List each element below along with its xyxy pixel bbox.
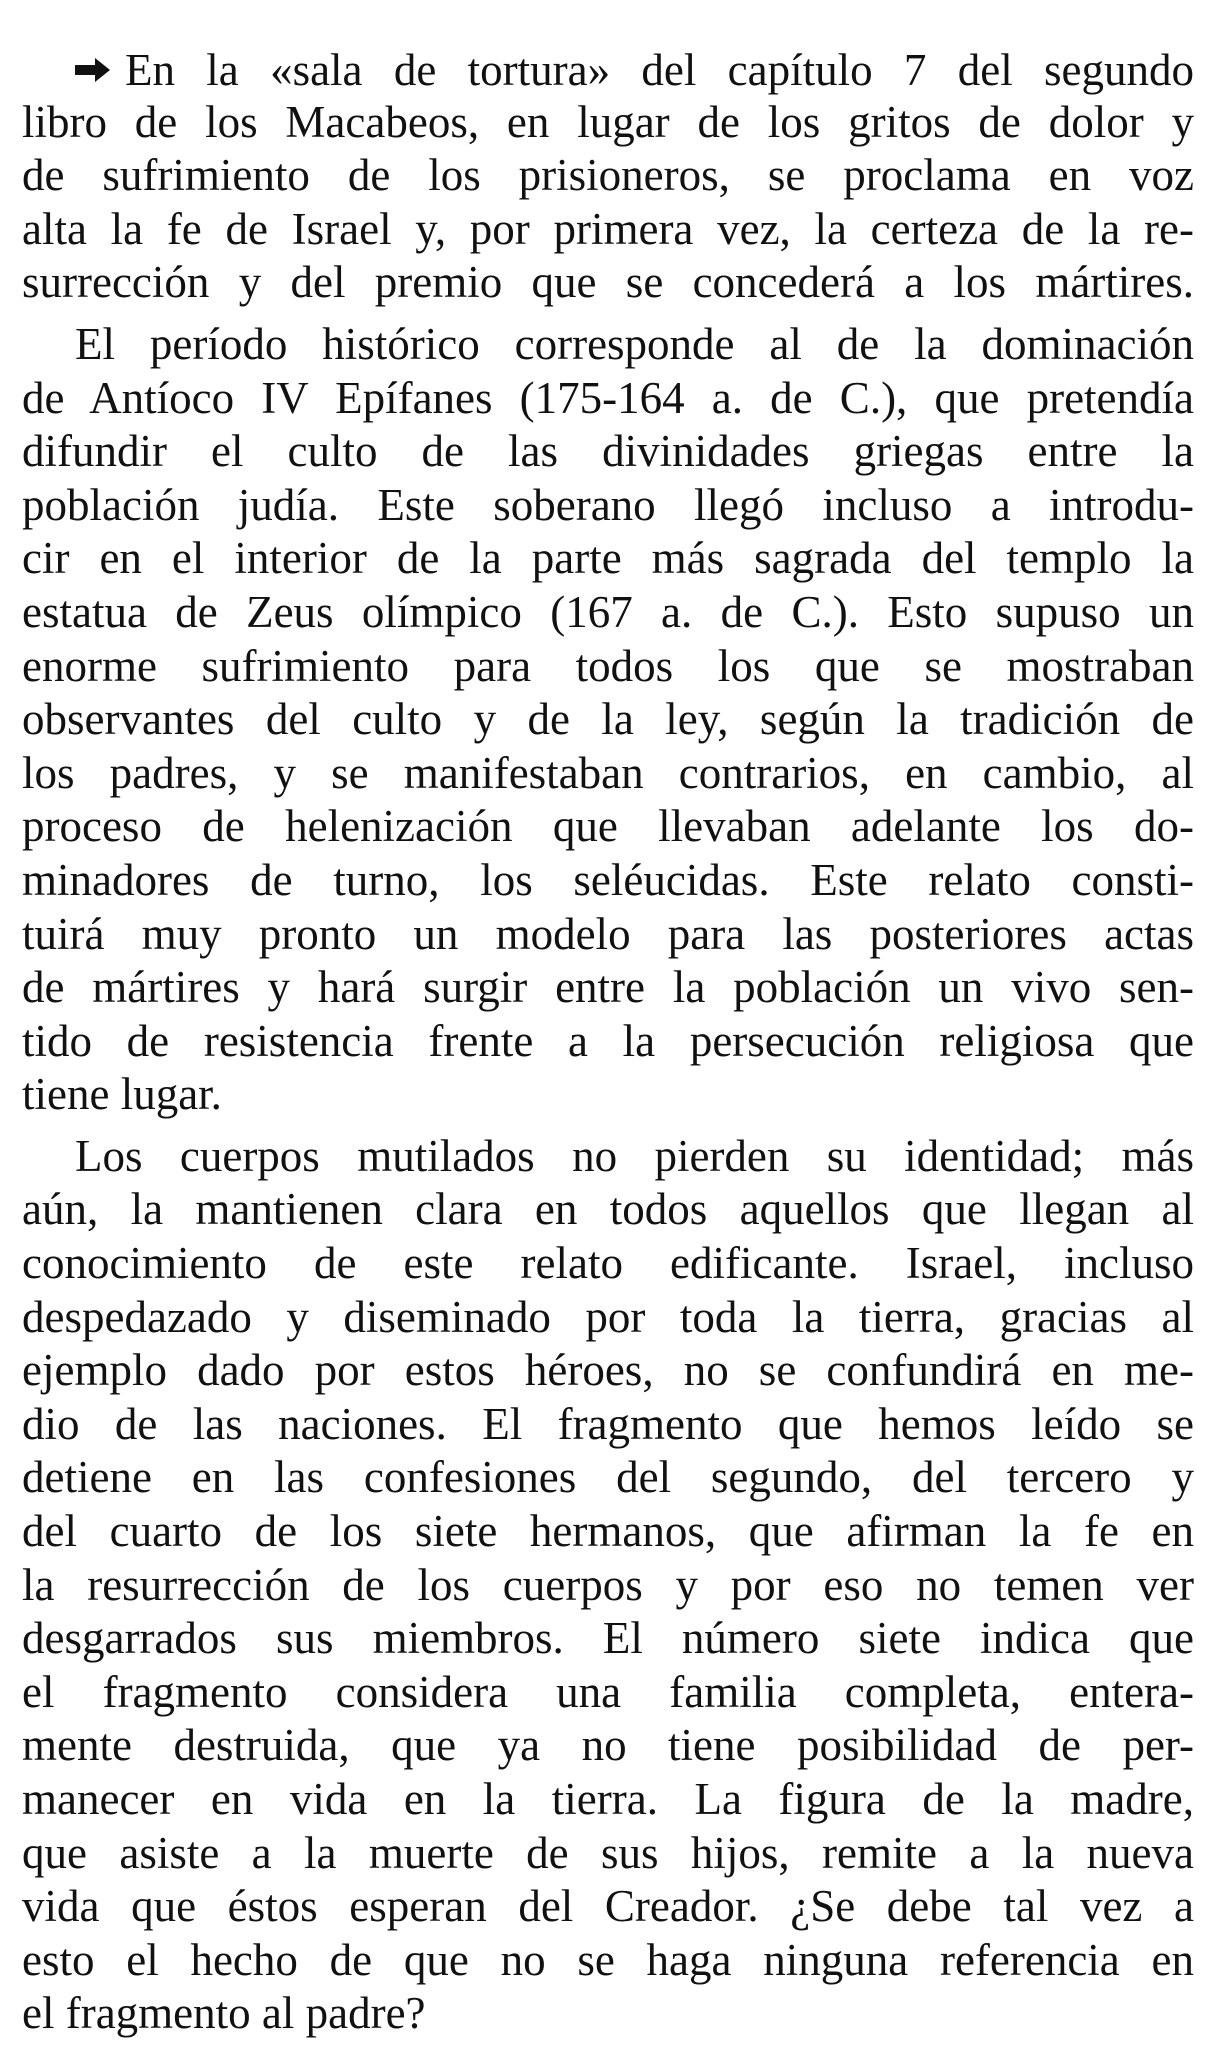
- text-column: [22, 42, 1194, 2041]
- right-arrow-icon: [75, 42, 111, 68]
- paragraph-line: enorme sufrimiento para todos los que se mostraban: [22, 640, 1194, 691]
- paragraph-line: Los cuerpos mutilados no pierden su identidad; más: [75, 1130, 1194, 1181]
- paragraph-line: los padres, y se manifestaban contrarios, en cambio, al: [22, 747, 1194, 798]
- paragraph-1: [22, 42, 1194, 310]
- paragraph-line: mente destruida, que ya no tiene posibilidad de per-: [22, 1720, 1194, 1771]
- paragraph-gap: [22, 310, 1194, 318]
- paragraph-gap: [22, 1122, 1194, 1130]
- paragraph-line: libro de los Macabeos, en lugar de los gritos de dolor y: [22, 96, 1194, 147]
- paragraph-line: del cuarto de los siete hermanos, que afirman la fe en: [22, 1506, 1194, 1557]
- paragraph-line: estatua de Zeus olímpico (167 a. de C.). Esto supuso un: [22, 586, 1194, 637]
- paragraph-line: desgarrados sus miembros. El número siete indica que: [22, 1613, 1194, 1664]
- paragraph-line: conocimiento de este relato edificante. Israel, incluso: [22, 1238, 1194, 1289]
- paragraph-line: ejemplo dado por estos héroes, no se confundirá en me-: [22, 1345, 1194, 1396]
- paragraph-line: tiene lugar.: [22, 1069, 222, 1120]
- paragraph-line: tuirá muy pronto un modelo para las posteriores actas: [22, 908, 1194, 959]
- paragraph-line: el fragmento al padre?: [22, 1988, 426, 2039]
- paragraph-line: surrección y del premio que se concederá a los mártires.: [22, 257, 1194, 308]
- paragraph-line: población judía. Este soberano llegó incluso a introdu-: [22, 479, 1194, 530]
- paragraph-3: [22, 1130, 1194, 2041]
- paragraph-line: El período histórico corresponde al de la dominación: [75, 318, 1194, 369]
- paragraph-line: la resurrección de los cuerpos y por eso no temen ver: [22, 1559, 1194, 1610]
- paragraph-2: [22, 318, 1194, 1122]
- paragraph-line: de sufrimiento de los prisioneros, se proclama en voz: [22, 150, 1194, 201]
- paragraph-line: despedazado y diseminado por toda la tierra, gracias al: [22, 1291, 1194, 1342]
- paragraph-line: de mártires y hará surgir entre la población un vivo sen-: [22, 962, 1194, 1013]
- paragraph-line: minadores de turno, los seléucidas. Este relato consti-: [22, 854, 1194, 905]
- paragraph-line: observantes del culto y de la ley, según la tradición de: [22, 694, 1194, 745]
- line-text: En la «sala de tortura» del capítulo 7 del segundo: [125, 45, 1194, 95]
- paragraph-line: tido de resistencia frente a la persecución religiosa que: [22, 1015, 1194, 1066]
- paragraph-line: proceso de helenización que llevaban adelante los do-: [22, 801, 1194, 852]
- paragraph-line: cir en el interior de la parte más sagrada del templo la: [22, 533, 1194, 584]
- paragraph-line: aún, la mantienen clara en todos aquellos que llegan al: [22, 1184, 1194, 1235]
- paragraph-line: de Antíoco IV Epífanes (175-164 a. de C.), que pretendía: [22, 372, 1194, 423]
- paragraph-line: [22, 42, 1194, 96]
- paragraph-line: vida que éstos esperan del Creador. ¿Se debe tal vez a: [22, 1881, 1194, 1932]
- paragraph-line: dio de las naciones. El fragmento que hemos leído se: [22, 1398, 1194, 1449]
- paragraph-line: que asiste a la muerte de sus hijos, remite a la nueva: [22, 1827, 1194, 1878]
- paragraph-line: detiene en las confesiones del segundo, del tercero y: [22, 1452, 1194, 1503]
- paragraph-line: el fragmento considera una familia completa, entera-: [22, 1666, 1194, 1717]
- paragraph-line: alta la fe de Israel y, por primera vez, la certeza de la re-: [22, 203, 1194, 254]
- paragraph-line: esto el hecho de que no se haga ninguna referencia en: [22, 1934, 1194, 1985]
- paragraph-line: manecer en vida en la tierra. La figura de la madre,: [22, 1774, 1194, 1824]
- paragraph-line: difundir el culto de las divinidades griegas entre la: [22, 426, 1194, 477]
